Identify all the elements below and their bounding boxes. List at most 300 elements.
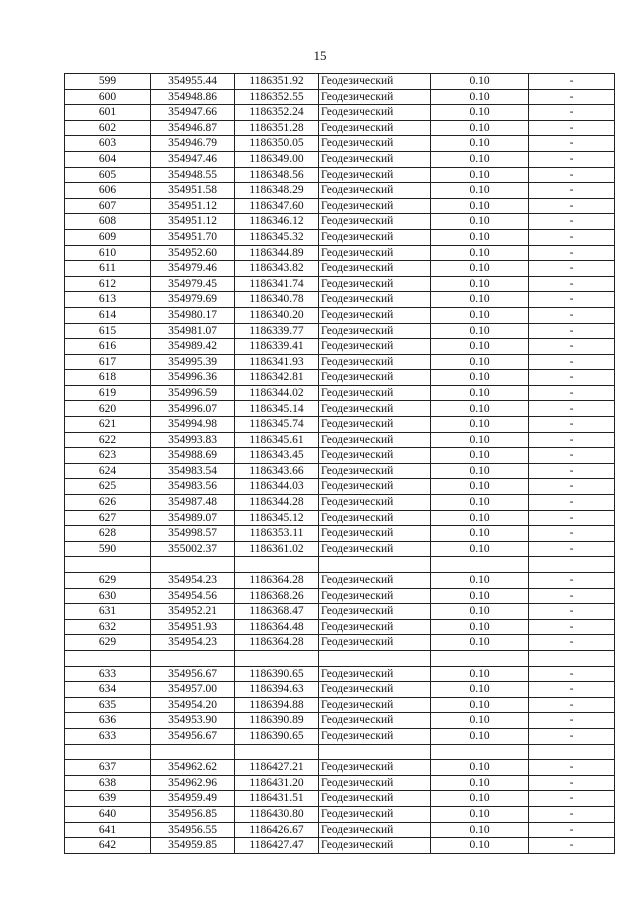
- table-row: [65, 526, 615, 542]
- note-cell: -: [529, 806, 615, 822]
- x-coordinate-cell: 354951.12: [151, 198, 235, 214]
- method-cell: Геодезический: [319, 604, 431, 620]
- empty-cell: [235, 650, 319, 666]
- accuracy-cell: 0.10: [431, 229, 529, 245]
- accuracy-cell: 0.10: [431, 775, 529, 791]
- accuracy-cell: 0.10: [431, 167, 529, 183]
- table-row: [65, 541, 615, 557]
- point-number-cell: 590: [65, 541, 151, 557]
- note-cell: -: [529, 198, 615, 214]
- table-row: [65, 728, 615, 744]
- method-cell: Геодезический: [319, 432, 431, 448]
- table-separator-row: [65, 744, 615, 760]
- y-coordinate-cell: 1186341.93: [235, 354, 319, 370]
- accuracy-cell: 0.10: [431, 479, 529, 495]
- point-number-cell: 625: [65, 479, 151, 495]
- point-number-cell: 601: [65, 105, 151, 121]
- method-cell: Геодезический: [319, 307, 431, 323]
- note-cell: -: [529, 370, 615, 386]
- note-cell: -: [529, 89, 615, 105]
- table-row: [65, 697, 615, 713]
- method-cell: Геодезический: [319, 666, 431, 682]
- point-number-cell: 624: [65, 463, 151, 479]
- y-coordinate-cell: 1186361.02: [235, 541, 319, 557]
- method-cell: Геодезический: [319, 261, 431, 277]
- method-cell: Геодезический: [319, 806, 431, 822]
- table-row: [65, 261, 615, 277]
- method-cell: Геодезический: [319, 791, 431, 807]
- x-coordinate-cell: 354951.70: [151, 229, 235, 245]
- y-coordinate-cell: 1186344.89: [235, 245, 319, 261]
- point-number-cell: 622: [65, 432, 151, 448]
- accuracy-cell: 0.10: [431, 105, 529, 121]
- method-cell: Геодезический: [319, 151, 431, 167]
- x-coordinate-cell: 354954.56: [151, 588, 235, 604]
- point-number-cell: 620: [65, 401, 151, 417]
- point-number-cell: 627: [65, 510, 151, 526]
- method-cell: Геодезический: [319, 448, 431, 464]
- y-coordinate-cell: 1186348.56: [235, 167, 319, 183]
- y-coordinate-cell: 1186340.20: [235, 307, 319, 323]
- note-cell: -: [529, 588, 615, 604]
- table-row: [65, 401, 615, 417]
- method-cell: Геодезический: [319, 89, 431, 105]
- x-coordinate-cell: 354994.98: [151, 417, 235, 433]
- x-coordinate-cell: 354947.66: [151, 105, 235, 121]
- x-coordinate-cell: 354954.23: [151, 635, 235, 651]
- y-coordinate-cell: 1186390.89: [235, 713, 319, 729]
- accuracy-cell: 0.10: [431, 370, 529, 386]
- point-number-cell: 637: [65, 760, 151, 776]
- y-coordinate-cell: 1186430.80: [235, 806, 319, 822]
- table-row: [65, 105, 615, 121]
- note-cell: -: [529, 573, 615, 589]
- method-cell: Геодезический: [319, 401, 431, 417]
- y-coordinate-cell: 1186390.65: [235, 728, 319, 744]
- x-coordinate-cell: 354988.69: [151, 448, 235, 464]
- table-row: [65, 619, 615, 635]
- x-coordinate-cell: 354959.49: [151, 791, 235, 807]
- x-coordinate-cell: 354979.69: [151, 292, 235, 308]
- point-number-cell: 629: [65, 573, 151, 589]
- method-cell: Геодезический: [319, 526, 431, 542]
- table-row: [65, 432, 615, 448]
- point-number-cell: 633: [65, 666, 151, 682]
- y-coordinate-cell: 1186342.81: [235, 370, 319, 386]
- accuracy-cell: 0.10: [431, 588, 529, 604]
- method-cell: Геодезический: [319, 713, 431, 729]
- accuracy-cell: 0.10: [431, 495, 529, 511]
- table-row: [65, 136, 615, 152]
- table-row: [65, 214, 615, 230]
- method-cell: Геодезический: [319, 822, 431, 838]
- point-number-cell: 638: [65, 775, 151, 791]
- table-row: [65, 479, 615, 495]
- note-cell: -: [529, 791, 615, 807]
- y-coordinate-cell: 1186349.00: [235, 151, 319, 167]
- method-cell: Геодезический: [319, 105, 431, 121]
- note-cell: -: [529, 323, 615, 339]
- point-number-cell: 610: [65, 245, 151, 261]
- method-cell: Геодезический: [319, 728, 431, 744]
- note-cell: -: [529, 307, 615, 323]
- accuracy-cell: 0.10: [431, 432, 529, 448]
- x-coordinate-cell: 354996.59: [151, 385, 235, 401]
- y-coordinate-cell: 1186350.05: [235, 136, 319, 152]
- y-coordinate-cell: 1186351.28: [235, 120, 319, 136]
- table-row: [65, 838, 615, 854]
- y-coordinate-cell: 1186390.65: [235, 666, 319, 682]
- table-row: [65, 510, 615, 526]
- table-row: [65, 417, 615, 433]
- note-cell: -: [529, 635, 615, 651]
- point-number-cell: 636: [65, 713, 151, 729]
- method-cell: Геодезический: [319, 198, 431, 214]
- y-coordinate-cell: 1186431.20: [235, 775, 319, 791]
- x-coordinate-cell: 354980.17: [151, 307, 235, 323]
- note-cell: -: [529, 401, 615, 417]
- empty-cell: [319, 557, 431, 573]
- y-coordinate-cell: 1186345.12: [235, 510, 319, 526]
- note-cell: -: [529, 463, 615, 479]
- accuracy-cell: 0.10: [431, 541, 529, 557]
- y-coordinate-cell: 1186339.41: [235, 339, 319, 355]
- y-coordinate-cell: 1186346.12: [235, 214, 319, 230]
- accuracy-cell: 0.10: [431, 604, 529, 620]
- y-coordinate-cell: 1186345.14: [235, 401, 319, 417]
- note-cell: -: [529, 697, 615, 713]
- empty-cell: [65, 650, 151, 666]
- point-number-cell: 628: [65, 526, 151, 542]
- method-cell: Геодезический: [319, 183, 431, 199]
- accuracy-cell: 0.10: [431, 635, 529, 651]
- accuracy-cell: 0.10: [431, 666, 529, 682]
- y-coordinate-cell: 1186345.61: [235, 432, 319, 448]
- method-cell: Геодезический: [319, 120, 431, 136]
- x-coordinate-cell: 354954.23: [151, 573, 235, 589]
- point-number-cell: 626: [65, 495, 151, 511]
- accuracy-cell: 0.10: [431, 697, 529, 713]
- table-row: [65, 448, 615, 464]
- note-cell: -: [529, 432, 615, 448]
- table-row: [65, 370, 615, 386]
- point-number-cell: 617: [65, 354, 151, 370]
- method-cell: Геодезический: [319, 136, 431, 152]
- method-cell: Геодезический: [319, 74, 431, 90]
- method-cell: Геодезический: [319, 541, 431, 557]
- y-coordinate-cell: 1186427.47: [235, 838, 319, 854]
- point-number-cell: 613: [65, 292, 151, 308]
- x-coordinate-cell: 354979.46: [151, 261, 235, 277]
- x-coordinate-cell: 354981.07: [151, 323, 235, 339]
- accuracy-cell: 0.10: [431, 682, 529, 698]
- note-cell: -: [529, 822, 615, 838]
- table-row: [65, 588, 615, 604]
- note-cell: -: [529, 261, 615, 277]
- method-cell: Геодезический: [319, 635, 431, 651]
- x-coordinate-cell: 354983.54: [151, 463, 235, 479]
- method-cell: Геодезический: [319, 245, 431, 261]
- note-cell: -: [529, 385, 615, 401]
- accuracy-cell: 0.10: [431, 245, 529, 261]
- x-coordinate-cell: 354957.00: [151, 682, 235, 698]
- method-cell: Геодезический: [319, 697, 431, 713]
- table-row: [65, 339, 615, 355]
- coordinates-table: [64, 73, 615, 854]
- note-cell: -: [529, 510, 615, 526]
- point-number-cell: 608: [65, 214, 151, 230]
- y-coordinate-cell: 1186368.47: [235, 604, 319, 620]
- method-cell: Геодезический: [319, 214, 431, 230]
- x-coordinate-cell: 354952.21: [151, 604, 235, 620]
- point-number-cell: 618: [65, 370, 151, 386]
- point-number-cell: 600: [65, 89, 151, 105]
- note-cell: -: [529, 167, 615, 183]
- table-row: [65, 167, 615, 183]
- table-row: [65, 713, 615, 729]
- point-number-cell: 606: [65, 183, 151, 199]
- note-cell: -: [529, 151, 615, 167]
- note-cell: -: [529, 495, 615, 511]
- empty-cell: [151, 744, 235, 760]
- table-row: [65, 229, 615, 245]
- accuracy-cell: 0.10: [431, 323, 529, 339]
- x-coordinate-cell: 354998.57: [151, 526, 235, 542]
- x-coordinate-cell: 354954.20: [151, 697, 235, 713]
- point-number-cell: 634: [65, 682, 151, 698]
- table-row: [65, 806, 615, 822]
- y-coordinate-cell: 1186348.29: [235, 183, 319, 199]
- accuracy-cell: 0.10: [431, 573, 529, 589]
- note-cell: -: [529, 682, 615, 698]
- point-number-cell: 642: [65, 838, 151, 854]
- method-cell: Геодезический: [319, 417, 431, 433]
- empty-cell: [529, 557, 615, 573]
- point-number-cell: 641: [65, 822, 151, 838]
- point-number-cell: 603: [65, 136, 151, 152]
- y-coordinate-cell: 1186347.60: [235, 198, 319, 214]
- y-coordinate-cell: 1186431.51: [235, 791, 319, 807]
- method-cell: Геодезический: [319, 510, 431, 526]
- accuracy-cell: 0.10: [431, 354, 529, 370]
- accuracy-cell: 0.10: [431, 276, 529, 292]
- y-coordinate-cell: 1186351.92: [235, 74, 319, 90]
- note-cell: -: [529, 448, 615, 464]
- table-row: [65, 323, 615, 339]
- y-coordinate-cell: 1186343.45: [235, 448, 319, 464]
- note-cell: -: [529, 354, 615, 370]
- x-coordinate-cell: 354956.67: [151, 666, 235, 682]
- table-row: [65, 307, 615, 323]
- point-number-cell: 615: [65, 323, 151, 339]
- x-coordinate-cell: 354952.60: [151, 245, 235, 261]
- empty-cell: [431, 744, 529, 760]
- accuracy-cell: 0.10: [431, 417, 529, 433]
- y-coordinate-cell: 1186344.28: [235, 495, 319, 511]
- point-number-cell: 631: [65, 604, 151, 620]
- method-cell: Геодезический: [319, 682, 431, 698]
- method-cell: Геодезический: [319, 495, 431, 511]
- table-row: [65, 822, 615, 838]
- table-row: [65, 635, 615, 651]
- accuracy-cell: 0.10: [431, 74, 529, 90]
- method-cell: Геодезический: [319, 838, 431, 854]
- accuracy-cell: 0.10: [431, 120, 529, 136]
- accuracy-cell: 0.10: [431, 728, 529, 744]
- note-cell: -: [529, 183, 615, 199]
- empty-cell: [151, 650, 235, 666]
- note-cell: -: [529, 120, 615, 136]
- accuracy-cell: 0.10: [431, 198, 529, 214]
- empty-cell: [431, 650, 529, 666]
- y-coordinate-cell: 1186345.32: [235, 229, 319, 245]
- accuracy-cell: 0.10: [431, 791, 529, 807]
- x-coordinate-cell: 354948.55: [151, 167, 235, 183]
- y-coordinate-cell: 1186394.63: [235, 682, 319, 698]
- table-separator-row: [65, 557, 615, 573]
- y-coordinate-cell: 1186343.82: [235, 261, 319, 277]
- table-row: [65, 276, 615, 292]
- point-number-cell: 607: [65, 198, 151, 214]
- empty-cell: [529, 744, 615, 760]
- method-cell: Геодезический: [319, 276, 431, 292]
- empty-cell: [431, 557, 529, 573]
- note-cell: -: [529, 105, 615, 121]
- point-number-cell: 599: [65, 74, 151, 90]
- x-coordinate-cell: 354951.93: [151, 619, 235, 635]
- x-coordinate-cell: 354995.39: [151, 354, 235, 370]
- y-coordinate-cell: 1186345.74: [235, 417, 319, 433]
- point-number-cell: 623: [65, 448, 151, 464]
- point-number-cell: 614: [65, 307, 151, 323]
- method-cell: Геодезический: [319, 167, 431, 183]
- accuracy-cell: 0.10: [431, 292, 529, 308]
- note-cell: -: [529, 136, 615, 152]
- point-number-cell: 611: [65, 261, 151, 277]
- empty-cell: [151, 557, 235, 573]
- note-cell: -: [529, 292, 615, 308]
- empty-cell: [319, 744, 431, 760]
- x-coordinate-cell: 354946.79: [151, 136, 235, 152]
- table-row: [65, 573, 615, 589]
- table-row: [65, 245, 615, 261]
- table-row: [65, 354, 615, 370]
- method-cell: Геодезический: [319, 229, 431, 245]
- note-cell: -: [529, 526, 615, 542]
- table-row: [65, 791, 615, 807]
- page-number: 15: [313, 48, 327, 63]
- accuracy-cell: 0.10: [431, 448, 529, 464]
- table-row: [65, 666, 615, 682]
- note-cell: -: [529, 417, 615, 433]
- point-number-cell: 605: [65, 167, 151, 183]
- table-row: [65, 463, 615, 479]
- method-cell: Геодезический: [319, 323, 431, 339]
- y-coordinate-cell: 1186344.02: [235, 385, 319, 401]
- table-row: [65, 198, 615, 214]
- method-cell: Геодезический: [319, 463, 431, 479]
- x-coordinate-cell: 354947.46: [151, 151, 235, 167]
- table-row: [65, 120, 615, 136]
- x-coordinate-cell: 354987.48: [151, 495, 235, 511]
- x-coordinate-cell: 354956.55: [151, 822, 235, 838]
- accuracy-cell: 0.10: [431, 806, 529, 822]
- note-cell: -: [529, 479, 615, 495]
- table-row: [65, 775, 615, 791]
- table-row: [65, 604, 615, 620]
- accuracy-cell: 0.10: [431, 261, 529, 277]
- note-cell: -: [529, 760, 615, 776]
- note-cell: -: [529, 229, 615, 245]
- x-coordinate-cell: 354983.56: [151, 479, 235, 495]
- accuracy-cell: 0.10: [431, 838, 529, 854]
- point-number-cell: 621: [65, 417, 151, 433]
- y-coordinate-cell: 1186343.66: [235, 463, 319, 479]
- note-cell: -: [529, 276, 615, 292]
- coordinates-table-body: [65, 74, 615, 854]
- method-cell: Геодезический: [319, 619, 431, 635]
- x-coordinate-cell: 354955.44: [151, 74, 235, 90]
- method-cell: Геодезический: [319, 370, 431, 386]
- method-cell: Геодезический: [319, 573, 431, 589]
- y-coordinate-cell: 1186352.55: [235, 89, 319, 105]
- x-coordinate-cell: 354993.83: [151, 432, 235, 448]
- method-cell: Геодезический: [319, 292, 431, 308]
- x-coordinate-cell: 354996.36: [151, 370, 235, 386]
- accuracy-cell: 0.10: [431, 822, 529, 838]
- y-coordinate-cell: 1186364.28: [235, 573, 319, 589]
- x-coordinate-cell: 354989.42: [151, 339, 235, 355]
- note-cell: -: [529, 713, 615, 729]
- table-row: [65, 385, 615, 401]
- method-cell: Геодезический: [319, 588, 431, 604]
- accuracy-cell: 0.10: [431, 760, 529, 776]
- note-cell: -: [529, 541, 615, 557]
- accuracy-cell: 0.10: [431, 89, 529, 105]
- method-cell: Геодезический: [319, 775, 431, 791]
- method-cell: Геодезический: [319, 339, 431, 355]
- point-number-cell: 604: [65, 151, 151, 167]
- x-coordinate-cell: 354979.45: [151, 276, 235, 292]
- accuracy-cell: 0.10: [431, 339, 529, 355]
- x-coordinate-cell: 354996.07: [151, 401, 235, 417]
- x-coordinate-cell: 354953.90: [151, 713, 235, 729]
- point-number-cell: 602: [65, 120, 151, 136]
- y-coordinate-cell: 1186339.77: [235, 323, 319, 339]
- note-cell: -: [529, 775, 615, 791]
- note-cell: -: [529, 74, 615, 90]
- point-number-cell: 630: [65, 588, 151, 604]
- point-number-cell: 616: [65, 339, 151, 355]
- table-row: [65, 89, 615, 105]
- point-number-cell: 640: [65, 806, 151, 822]
- y-coordinate-cell: 1186340.78: [235, 292, 319, 308]
- table-row: [65, 74, 615, 90]
- x-coordinate-cell: 355002.37: [151, 541, 235, 557]
- point-number-cell: 639: [65, 791, 151, 807]
- note-cell: -: [529, 339, 615, 355]
- y-coordinate-cell: 1186352.24: [235, 105, 319, 121]
- point-number-cell: 609: [65, 229, 151, 245]
- accuracy-cell: 0.10: [431, 183, 529, 199]
- point-number-cell: 635: [65, 697, 151, 713]
- note-cell: -: [529, 838, 615, 854]
- note-cell: -: [529, 619, 615, 635]
- method-cell: Геодезический: [319, 385, 431, 401]
- accuracy-cell: 0.10: [431, 401, 529, 417]
- note-cell: -: [529, 666, 615, 682]
- empty-cell: [529, 650, 615, 666]
